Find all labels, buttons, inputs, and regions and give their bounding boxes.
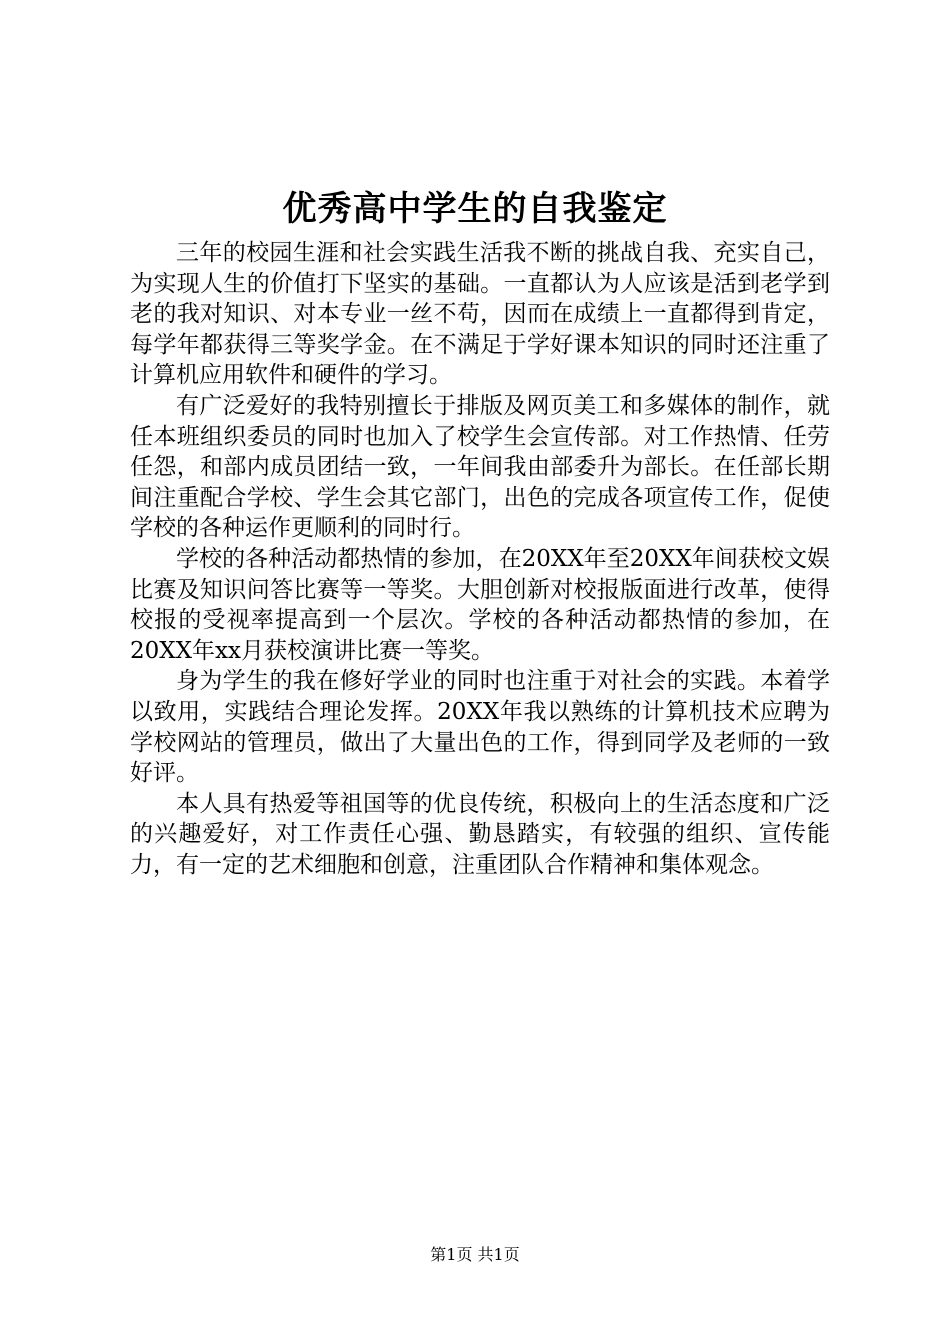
- paragraph-3: 学校的各种活动都热情的参加，在20XX年至20XX年间获校文娱比赛及知识问答比赛等一等奖。大胆创新对校报版面进行改革，使得校报的受视率提高到一个层次。学校的各种活动都热情的参加，在20XX年xx月获校演讲比赛一等奖。: [130, 545, 830, 664]
- paragraph-4: 身为学生的我在修好学业的同时也注重于对社会的实践。本着学以致用，实践结合理论发挥。20XX年我以熟练的计算机技术应聘为学校网站的管理员，做出了大量出色的工作，得到同学及老师的一致好评。: [130, 668, 830, 787]
- paragraph-1: 三年的校园生涯和社会实践生活我不断的挑战自我、充实自己，为实现人生的价值打下坚实的基础。一直都认为人应该是活到老学到老的我对知识、对本专业一丝不苟，因而在成绩上一直都得到肯定，每学年都获得三等奖学金。在不满足于学好课本知识的同时还注重了计算机应用软件和硬件的学习。: [130, 240, 830, 389]
- page-number-footer: 第1页 共1页: [430, 1245, 520, 1264]
- document-body: [130, 238, 830, 880]
- paragraph-5: 本人具有热爱等祖国等的优良传统，积极向上的生活态度和广泛的兴趣爱好，对工作责任心强、勤恳踏实，有较强的组织、宣传能力，有一定的艺术细胞和创意，注重团队合作精神和集体观念。: [130, 790, 830, 878]
- paragraph-2: 有广泛爱好的我特别擅长于排版及网页美工和多媒体的制作，就任本班组织委员的同时也加入了校学生会宣传部。对工作热情、任劳任怨，和部内成员团结一致，一年间我由部委升为部长。在任部长期间注重配合学校、学生会其它部门，出色的完成各项宣传工作，促使学校的各种运作更顺利的同时行。: [130, 392, 830, 542]
- document-title: 优秀高中学生的自我鉴定: [282, 189, 668, 229]
